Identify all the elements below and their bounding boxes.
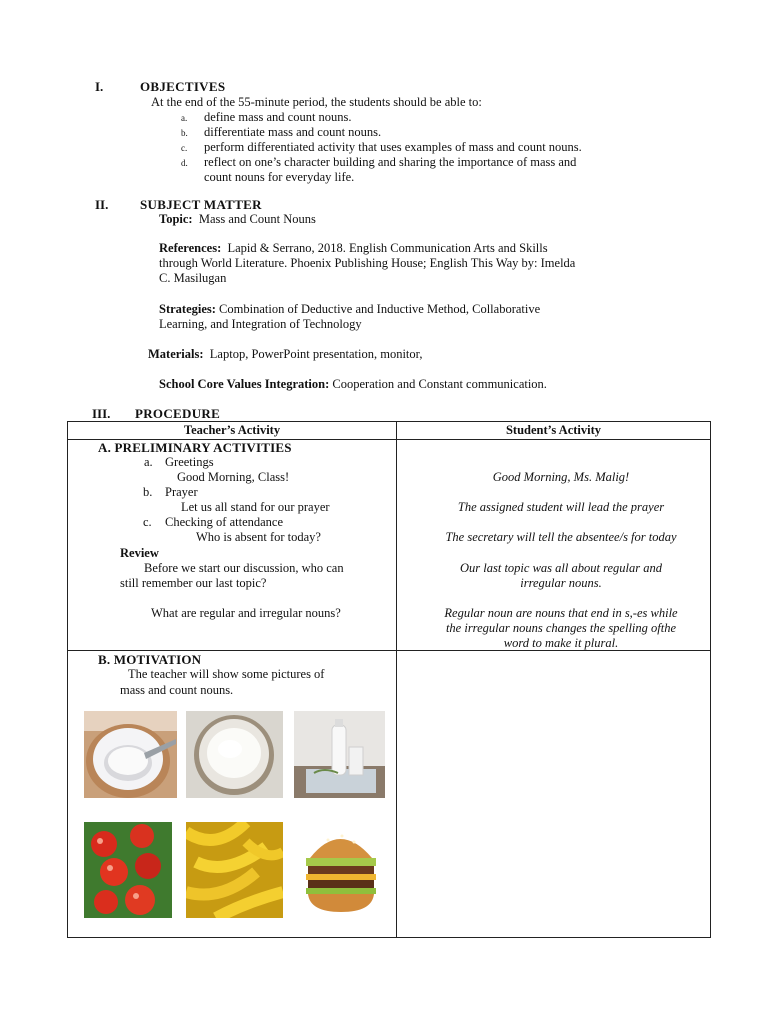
burger-image	[294, 822, 387, 918]
objectives-intro: At the end of the 55-minute period, the students should be able to:	[151, 95, 482, 109]
greetings-letter: a.	[144, 455, 153, 469]
student-answer-line-1: Regular noun are nouns that end in s,-es while	[444, 606, 678, 620]
objectives-number: I.	[95, 79, 104, 94]
attendance-letter: c.	[143, 515, 152, 529]
student-answer-line-2: the irregular nouns changes the spelling ofthe	[445, 621, 677, 635]
review-question: What are regular and irregular nouns?	[151, 606, 341, 620]
student-activity-header: Student’s Activity	[505, 423, 602, 437]
preliminary-activities-title: A. PRELIMINARY ACTIVITIES	[98, 440, 292, 455]
objective-d: reflect on one’s character building and sharing the importance of mass and	[204, 155, 577, 169]
student-answer-line-3: word to make it plural.	[503, 636, 619, 650]
attendance-label: Checking of attendance	[165, 515, 284, 529]
strategies-line-1	[159, 302, 540, 317]
prayer-letter: b.	[143, 485, 153, 499]
milk-glass-image	[294, 711, 385, 798]
subject-matter-title: SUBJECT MATTER	[140, 197, 262, 212]
values-line	[159, 377, 547, 392]
references-line-2: through World Literature. Phoenix Publishing House; English This Way by: Imelda	[159, 256, 576, 270]
objective-d-continued: count nouns for everyday life.	[204, 170, 355, 184]
references-line-1	[159, 241, 548, 256]
objective-c: perform differentiated activity that uses examples of mass and count nouns.	[204, 140, 582, 154]
objective-letter-d: d.	[181, 158, 188, 168]
greetings-label: Greetings	[165, 455, 214, 469]
subject-matter-number: II.	[95, 197, 109, 212]
review-line-2: still remember our last topic?	[120, 576, 267, 590]
strategies-line-2: Learning, and Integration of Technology	[159, 317, 362, 331]
objective-letter-a: a.	[181, 113, 188, 123]
column-divider	[396, 422, 397, 937]
greetings-line: Good Morning, Class!	[177, 470, 290, 484]
teacher-activity-header: Teacher’s Activity	[183, 423, 281, 437]
student-greeting: Good Morning, Ms. Malig!	[492, 470, 630, 484]
objectives-title: OBJECTIVES	[140, 79, 226, 94]
student-review-line-2: irregular nouns.	[520, 576, 602, 590]
materials-text: Laptop, PowerPoint presentation, monitor,	[209, 347, 423, 361]
student-prayer: The assigned student will lead the prayer	[457, 500, 665, 514]
materials-line	[148, 347, 422, 362]
review-line-1: Before we start our discussion, who can	[144, 561, 344, 575]
strategies-text-1: Combination of Deductive and Inductive Method, Collaborative	[219, 302, 541, 316]
objective-letter-b: b.	[181, 128, 188, 138]
topic-label: Topic:	[159, 212, 193, 226]
review-label: Review	[120, 546, 159, 560]
values-label: School Core Values Integration:	[159, 377, 330, 391]
tomatoes-image	[84, 822, 172, 918]
objective-a: define mass and count nouns.	[204, 110, 352, 124]
motivation-title: B. MOTIVATION	[98, 652, 202, 667]
references-label: References:	[159, 241, 222, 255]
bananas-image	[186, 822, 283, 918]
prayer-label: Prayer	[165, 485, 198, 499]
strategies-label: Strategies:	[159, 302, 216, 316]
values-text: Cooperation and Constant communication.	[332, 377, 547, 391]
objective-letter-c: c.	[181, 143, 188, 153]
prayer-line: Let us all stand for our prayer	[181, 500, 330, 514]
motivation-line-2: mass and count nouns.	[120, 683, 234, 697]
references-text-1: Lapid & Serrano, 2018. English Communication Arts and Skills	[227, 241, 548, 255]
references-line-3: C. Masilugan	[159, 271, 227, 285]
objective-b: differentiate mass and count nouns.	[204, 125, 382, 139]
rice-bowl-image	[186, 711, 283, 798]
procedure-number: III.	[92, 406, 111, 421]
motivation-line-1: The teacher will show some pictures of	[128, 667, 325, 681]
sugar-spoon-image	[84, 711, 177, 798]
topic-value: Mass and Count Nouns	[198, 212, 316, 226]
materials-label: Materials:	[148, 347, 204, 361]
student-attendance: The secretary will tell the absentee/s for today	[445, 530, 677, 544]
procedure-title: PROCEDURE	[135, 406, 221, 421]
attendance-line: Who is absent for today?	[196, 530, 321, 544]
topic-line	[159, 212, 316, 227]
student-review-line-1: Our last topic was all about regular and	[460, 561, 662, 575]
